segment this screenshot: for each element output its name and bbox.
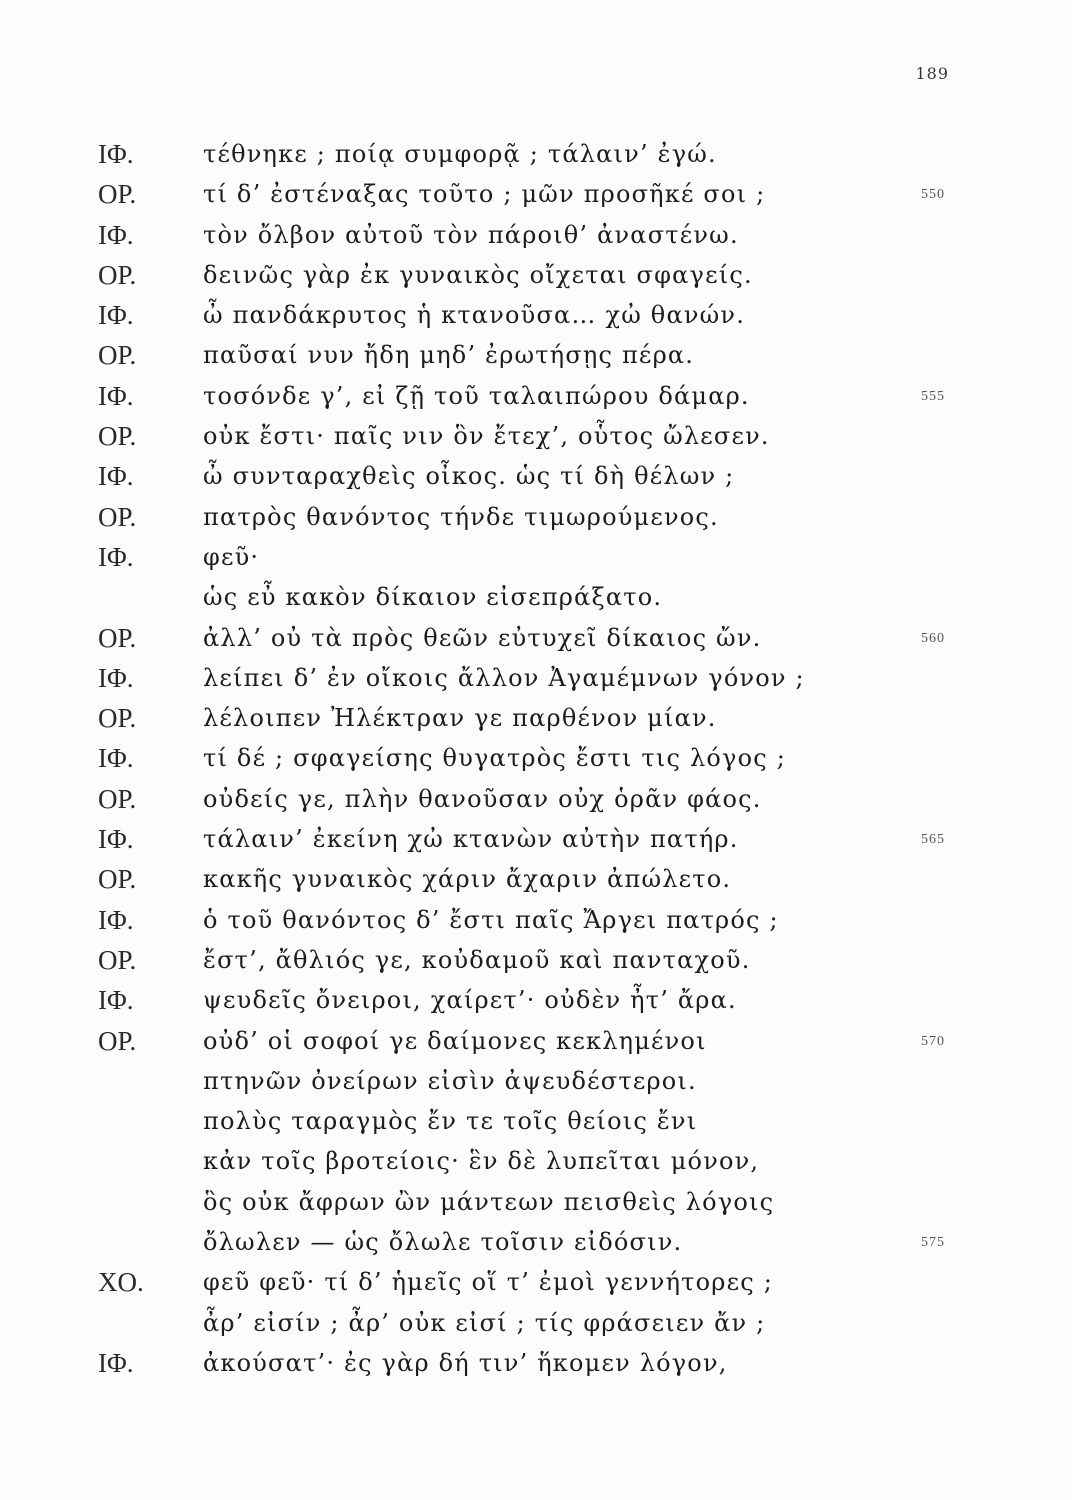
verse-line (0, 1144, 1072, 1184)
verse-line (0, 983, 1072, 1023)
speaker-label: ΙΦ. (98, 380, 134, 411)
verse-text: ὃς οὐκ ἄφρων ὢν μάντεων πεισθεὶς λόγοις (203, 1187, 775, 1216)
speaker-label: ΟΡ. (98, 783, 137, 814)
speaker-label: ΙΦ. (98, 985, 134, 1016)
verse-line (0, 218, 1072, 258)
verse-text: λέλοιπεν Ἠλέκτραν γε παρθένον μίαν. (203, 704, 717, 733)
verse-text: οὐδ’ οἱ σοφοί γε δαίμονες κεκλημένοι (203, 1026, 707, 1055)
line-number: 555 (921, 388, 945, 404)
verse-line (0, 580, 1072, 620)
verse-text: λείπει δ’ ἐν οἴκοις ἄλλον Ἀγαμέμνων γόνον ; (203, 663, 805, 692)
verse-text: πολὺς ταραγμὸς ἔν τε τοῖς θείοις ἔνι (203, 1107, 698, 1136)
verse-text: ὄλωλεν — ὡς ὄλωλε τοῖσιν εἰδόσιν. (203, 1228, 683, 1257)
speaker-label: ΙΦ. (98, 743, 134, 774)
verse-line (0, 1265, 1072, 1305)
speaker-label: ΙΦ. (98, 541, 134, 572)
verse-line (0, 459, 1072, 499)
speaker-label: ΙΦ. (98, 824, 134, 855)
speaker-label: ΙΦ. (98, 1347, 134, 1378)
speaker-label: ΟΡ. (98, 421, 137, 452)
verse-text: φεῦ φεῦ· τί δ’ ἡμεῖς οἵ τ’ ἐμοὶ γεννήτορες ; (203, 1268, 774, 1297)
speaker-label: ΟΡ. (98, 340, 137, 371)
verse-text: κἀν τοῖς βροτείοις· ἓν δὲ λυπεῖται μόνον, (203, 1147, 760, 1176)
verse-text: κακῆς γυναικὸς χάριν ἄχαριν ἀπώλετο. (203, 865, 732, 894)
verse-text: παῦσαί νυν ἤδη μηδ’ ἐρωτήσῃς πέρα. (203, 341, 695, 370)
speaker-label: ΟΡ. (98, 703, 137, 734)
line-number: 550 (921, 187, 945, 203)
verse-text: τοσόνδε γ’, εἰ ζῇ τοῦ ταλαιπώρου δάμαρ. (203, 381, 750, 410)
verse-line (0, 137, 1072, 177)
speaker-label: ΟΡ. (98, 944, 137, 975)
verse-text: ὦ συνταραχθεὶς οἶκος. ὡς τί δὴ θέλων ; (203, 462, 735, 491)
verse-line (0, 298, 1072, 338)
verse-line (0, 661, 1072, 701)
verse-text: τί δ’ ἐστέναξας τοῦτο ; μῶν προσῆκέ σοι ; (203, 180, 766, 209)
verse-text: τί δέ ; σφαγείσης θυγατρὸς ἔστι τις λόγος ; (203, 744, 786, 773)
speaker-label: ΟΡ. (98, 622, 137, 653)
verse-line (0, 782, 1072, 822)
verse-line (0, 701, 1072, 741)
verse-line (0, 741, 1072, 781)
verse-line (0, 862, 1072, 902)
line-number: 560 (921, 630, 945, 646)
speaker-label: ΟΡ. (98, 864, 137, 895)
verse-text: ἔστ’, ἄθλιός γε, κοὐδαμοῦ καὶ πανταχοῦ. (203, 945, 751, 974)
verse-line (0, 500, 1072, 540)
verse-line (0, 379, 1072, 419)
verse-text: τὸν ὄλβον αὐτοῦ τὸν πάροιθ’ ἀναστένω. (203, 220, 739, 249)
verse-text: τάλαιν’ ἐκείνη χὠ κτανὼν αὐτὴν πατήρ. (203, 825, 739, 854)
verse-text: ὁ τοῦ θανόντος δ’ ἔστι παῖς Ἄργει πατρός ; (203, 905, 779, 934)
verse-text-block (0, 137, 1072, 1386)
verse-line (0, 338, 1072, 378)
verse-line (0, 419, 1072, 459)
verse-line (0, 540, 1072, 580)
verse-line (0, 1185, 1072, 1225)
verse-text: τέθνηκε ; ποίᾳ συμφορᾷ ; τάλαιν’ ἐγώ. (203, 140, 717, 168)
verse-text: ὡς εὖ κακὸν δίκαιον εἰσεπράξατο. (203, 583, 663, 612)
speaker-label: ΟΡ. (98, 501, 137, 532)
speaker-label: ΟΡ. (98, 179, 137, 210)
verse-text: φεῦ· (203, 542, 260, 571)
verse-text: ἀκούσατ’· ἐς γὰρ δή τιν’ ἥκομεν λόγον, (203, 1348, 728, 1377)
verse-line (0, 1306, 1072, 1346)
verse-line (0, 1104, 1072, 1144)
verse-text: ἆρ’ εἰσίν ; ἆρ’ οὐκ εἰσί ; τίς φράσειεν ἄν ; (203, 1308, 766, 1337)
speaker-label: ΙΦ. (98, 219, 134, 250)
verse-text: οὐκ ἔστι· παῖς νιν ὃν ἔτεχ’, οὗτος ὤλεσεν. (203, 422, 770, 451)
verse-line (0, 943, 1072, 983)
verse-text: πατρὸς θανόντος τήνδε τιμωρούμενος. (203, 502, 719, 531)
verse-line (0, 258, 1072, 298)
line-number: 575 (921, 1235, 945, 1251)
page-number: 189 (915, 64, 949, 83)
verse-text: οὐδείς γε, πλὴν θανοῦσαν οὐχ ὁρᾶν φάος. (203, 784, 762, 813)
verse-line (0, 1064, 1072, 1104)
verse-text: ψευδεῖς ὄνειροι, χαίρετ’· οὐδὲν ἦτ’ ἄρα. (203, 986, 737, 1015)
speaker-label: ΙΦ. (98, 300, 134, 331)
speaker-label: ΙΦ. (98, 662, 134, 693)
speaker-label: ΧΟ. (98, 1267, 144, 1298)
verse-text: δεινῶς γὰρ ἐκ γυναικὸς οἴχεται σφαγείς. (203, 260, 753, 289)
verse-text: ὦ πανδάκρυτος ἡ κτανοῦσα… χὠ θανών. (203, 301, 746, 330)
verse-text: ἀλλ’ οὐ τὰ πρὸς θεῶν εὐτυχεῖ δίκαιος ὤν. (203, 623, 762, 652)
speaker-label: ΟΡ. (98, 259, 137, 290)
speaker-label: ΙΦ. (98, 139, 134, 169)
line-number: 570 (921, 1033, 945, 1049)
speaker-label: ΙΦ. (98, 461, 134, 492)
line-number: 565 (921, 832, 945, 848)
verse-line (0, 822, 1072, 862)
verse-text: πτηνῶν ὀνείρων εἰσὶν ἀψευδέστεροι. (203, 1066, 697, 1095)
verse-line (0, 1024, 1072, 1064)
verse-line (0, 1346, 1072, 1386)
verse-line (0, 903, 1072, 943)
speaker-label: ΟΡ. (98, 1025, 137, 1056)
verse-line (0, 177, 1072, 217)
verse-line (0, 1225, 1072, 1265)
verse-line (0, 621, 1072, 661)
speaker-label: ΙΦ. (98, 904, 134, 935)
